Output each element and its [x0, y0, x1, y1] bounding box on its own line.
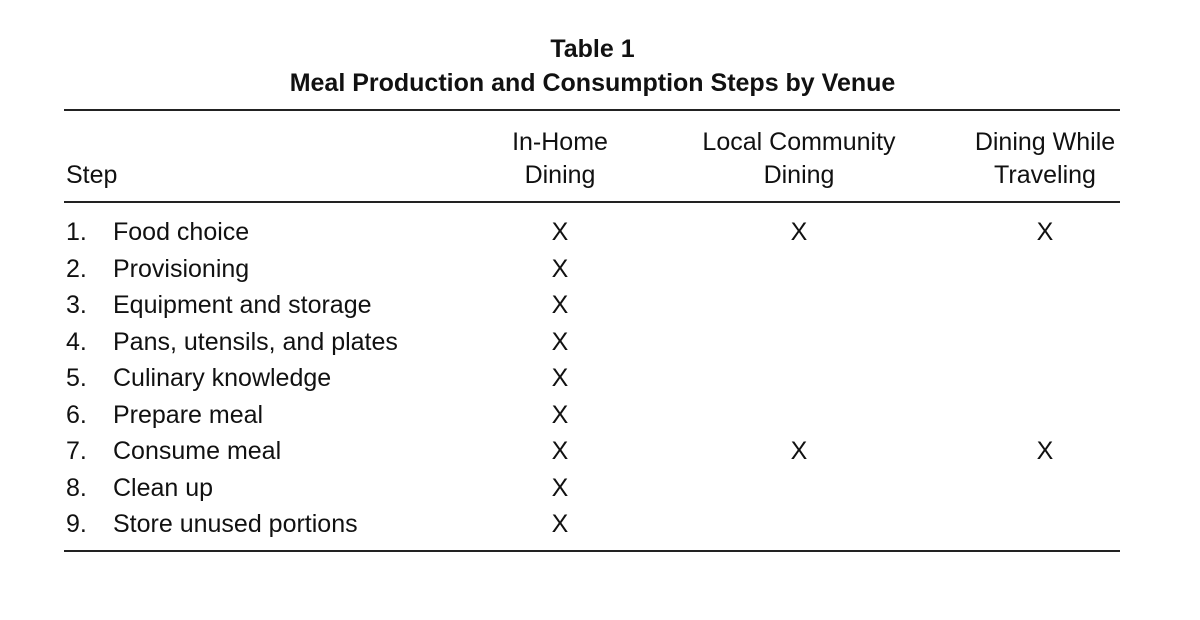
- row-number: 7.: [66, 437, 87, 465]
- cell-in-home-mark: X: [551, 400, 569, 429]
- cell-in-home-mark: X: [551, 327, 569, 356]
- column-header-line: Dining: [763, 161, 835, 189]
- cell-in-home-mark: X: [551, 437, 569, 465]
- table-row: [0, 287, 1200, 324]
- row-step-label: Store unused portions: [113, 510, 358, 538]
- table-row: [0, 433, 1200, 470]
- row-step-label: Pans, utensils, and plates: [113, 327, 398, 356]
- cell-local-community-mark: X: [790, 218, 808, 246]
- row-step-label: Prepare meal: [113, 400, 264, 429]
- cell-traveling-mark: X: [1036, 437, 1054, 465]
- column-header-dining-while-traveling: [925, 126, 1165, 192]
- row-step-label: Clean up: [113, 473, 214, 502]
- row-step-label: Food choice: [113, 218, 250, 246]
- row-number: 4.: [66, 327, 87, 356]
- top-rule: [64, 109, 1120, 111]
- cell-in-home-mark: X: [551, 510, 569, 538]
- column-header-in-home-dining: [440, 126, 680, 192]
- column-header-line: Local Community: [702, 128, 896, 156]
- row-step-label: Consume meal: [113, 437, 282, 465]
- table-row: [0, 506, 1200, 543]
- table-body: [0, 214, 1200, 543]
- row-number: 1.: [66, 218, 87, 246]
- table-subtitle: Meal Production and Consumption Steps by Venue: [289, 69, 896, 97]
- row-number: 6.: [66, 400, 87, 429]
- row-step-label: Provisioning: [113, 254, 250, 283]
- cell-in-home-mark: X: [551, 218, 569, 246]
- row-step-label: Culinary knowledge: [113, 364, 332, 392]
- row-number: 5.: [66, 364, 87, 392]
- cell-in-home-mark: X: [551, 254, 569, 283]
- cell-in-home-mark: X: [551, 364, 569, 392]
- row-number: 8.: [66, 473, 87, 502]
- column-header-local-community-dining: [679, 126, 919, 192]
- row-number: 9.: [66, 510, 87, 538]
- column-header-line: Dining: [524, 161, 596, 189]
- step-column-header: Step: [66, 161, 118, 189]
- table-row: [0, 470, 1200, 507]
- row-number: 2.: [66, 254, 87, 283]
- header-rule: [64, 201, 1120, 203]
- row-step-label: Equipment and storage: [113, 291, 372, 319]
- column-header-line: Dining While: [974, 128, 1116, 156]
- table-row: [0, 324, 1200, 361]
- cell-in-home-mark: X: [551, 473, 569, 502]
- row-number: 3.: [66, 291, 87, 319]
- table-row: [0, 397, 1200, 434]
- bottom-rule: [64, 550, 1120, 552]
- column-header-line: In-Home: [512, 128, 608, 156]
- cell-in-home-mark: X: [551, 291, 569, 319]
- table-row: [0, 360, 1200, 397]
- cell-local-community-mark: X: [790, 437, 808, 465]
- cell-traveling-mark: X: [1036, 218, 1054, 246]
- table-row: [0, 214, 1200, 251]
- table-row: [0, 251, 1200, 288]
- table-title: Table 1: [550, 35, 635, 63]
- column-header-line: Traveling: [994, 161, 1096, 189]
- table-title-block: [0, 32, 1185, 100]
